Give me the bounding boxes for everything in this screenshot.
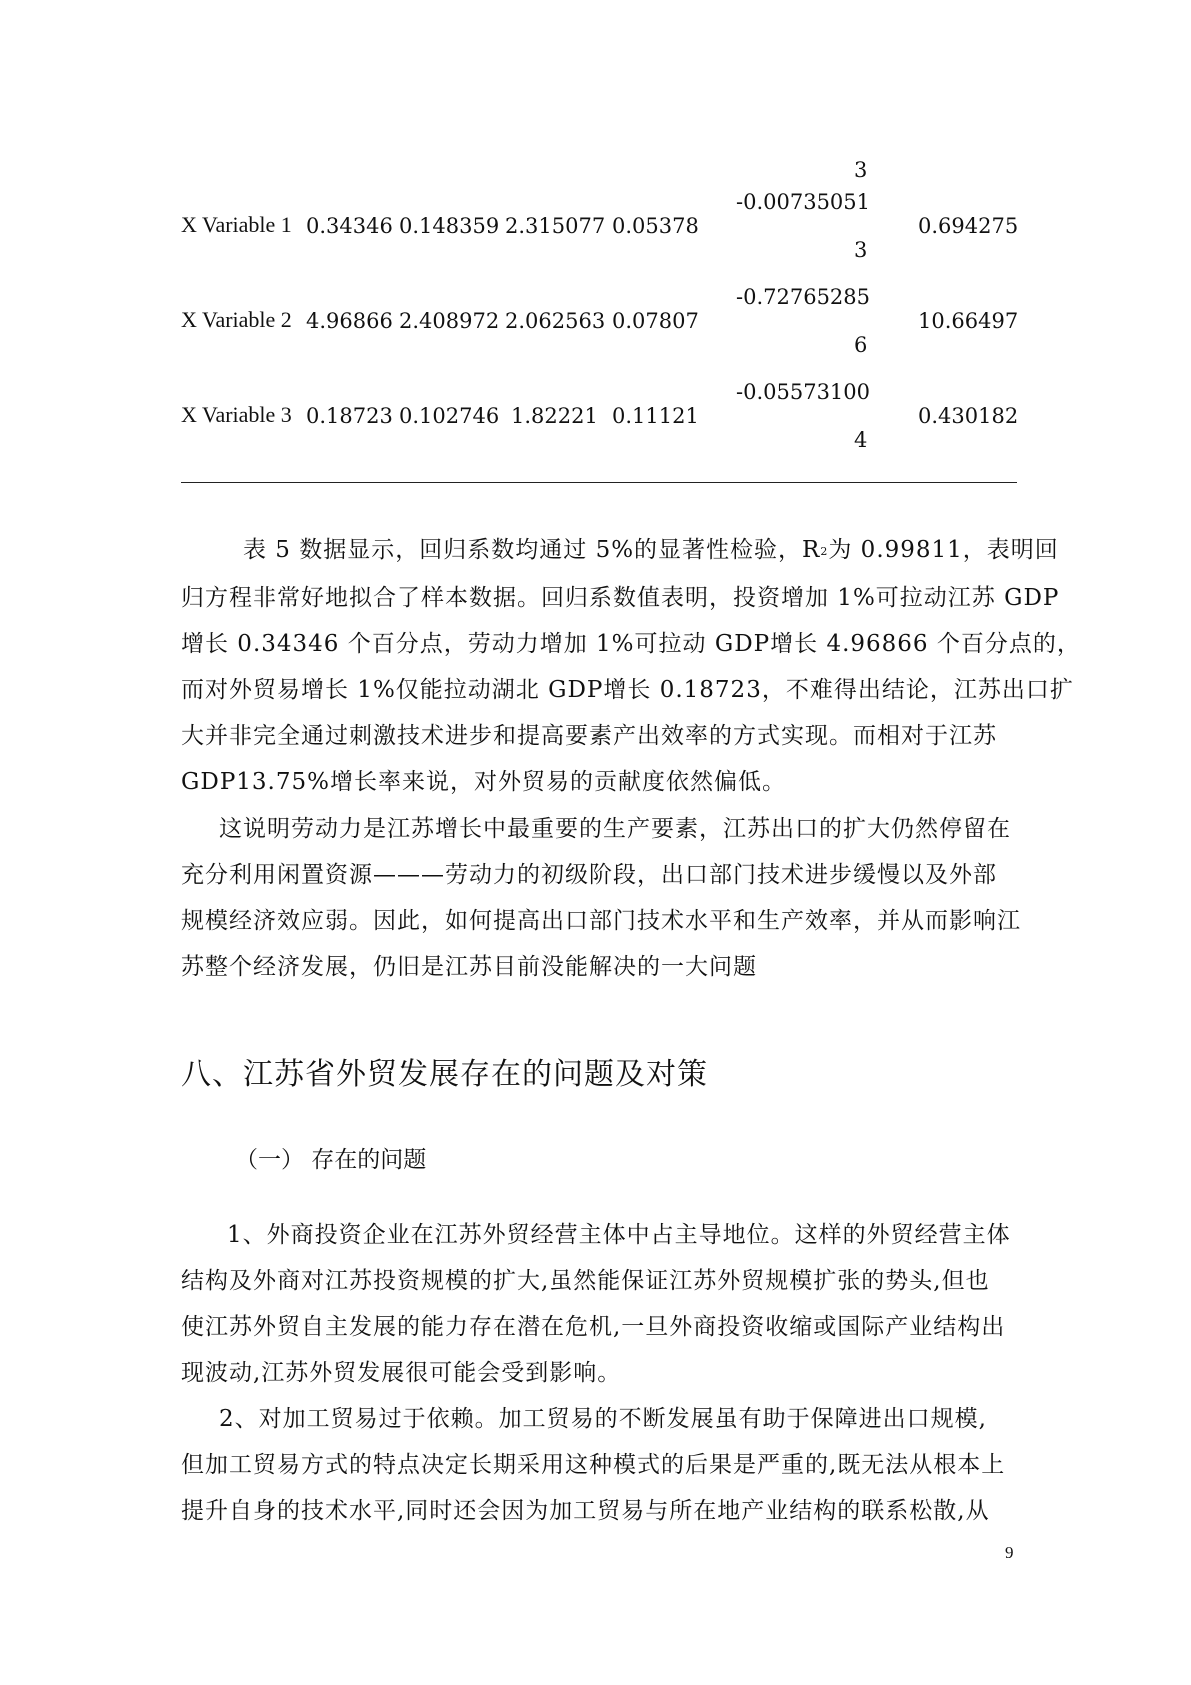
text-line: 大并非完全通过刺激技术进步和提高要素产出效率的方式实现。而相对于江苏 [181,723,997,749]
page-number: 9 [1005,1543,1014,1562]
lower-bound-cell-wrap: 3 [854,238,868,262]
lower-bound-cell: -0.05573100 [736,380,871,404]
lower-bound-cell: -0.00735051 [736,190,871,214]
p-value-cell: 0.11121 [612,404,699,428]
text-line [181,527,1059,575]
text-line: 2、对加工贸易过于依赖。加工贸易的不断发展虽有助于保障进出口规模, [219,1406,987,1432]
std-error-cell: 2.408972 [399,309,500,333]
lower-bound-cell-wrap: 4 [854,428,868,452]
coefficient-cell: 0.34346 [306,214,393,238]
std-error-cell: 0.102746 [399,404,500,428]
t-stat-cell: 2.062563 [505,309,606,333]
table-cell-continuation: 3 [854,158,868,182]
text-line: 而对外贸易增长 1%仅能拉动湖北 GDP增长 0.18723，不难得出结论，江苏出口扩 [181,677,1074,703]
superscript: 2 [820,545,829,558]
text-line: 但加工贸易方式的特点决定长期采用这种模式的后果是严重的,既无法从根本上 [181,1452,1006,1478]
lower-bound-cell: -0.72765285 [736,285,871,309]
text-line: 1、外商投资企业在江苏外贸经营主体中占主导地位。这样的外贸经营主体 [227,1222,1011,1248]
t-stat-cell: 1.82221 [511,404,598,428]
paragraph-issue-2 [181,1396,1017,1534]
coefficient-cell: 0.18723 [306,404,393,428]
text-line: 充分利用闲置资源———劳动力的初级阶段，出口部门技术进步缓慢以及外部 [181,862,997,888]
upper-bound-cell: 10.66497 [918,309,1019,333]
text-line: 苏整个经济发展，仍旧是江苏目前没能解决的一大问题 [181,954,757,980]
section-heading: 八、江苏省外贸发展存在的问题及对策 [181,1057,708,1092]
p-value-cell: 0.07807 [612,309,699,333]
upper-bound-cell: 0.430182 [918,404,1019,428]
text-line: 这说明劳动力是江苏增长中最重要的生产要素，江苏出口的扩大仍然停留在 [219,816,1011,842]
text-segment: 为 0.99811，表明回 [828,537,1059,563]
text-line: 归方程非常好地拟合了样本数据。回归系数值表明，投资增加 1%可拉动江苏 GDP [181,585,1060,611]
row-label: X Variable 3 [181,402,292,427]
paragraph-labor-conclusion [181,806,1021,990]
paragraph-issue-1 [181,1212,1017,1396]
std-error-cell: 0.148359 [399,214,500,238]
text-line: 结构及外商对江苏投资规模的扩大,虽然能保证江苏外贸规模扩张的势头,但也 [181,1268,990,1294]
upper-bound-cell: 0.694275 [918,214,1019,238]
coefficient-cell: 4.96866 [306,309,393,333]
row-label: X Variable 2 [181,307,292,332]
text-line: 使江苏外贸自主发展的能力存在潜在危机,一旦外商投资收缩或国际产业结构出 [181,1314,1006,1340]
text-segment: 表 5 数据显示，回归系数均通过 5%的显著性检验，R [243,537,821,563]
text-line: 现波动,江苏外贸发展很可能会受到影响。 [181,1360,622,1386]
lower-bound-cell-wrap: 6 [854,333,868,357]
row-label: X Variable 1 [181,212,292,237]
table-bottom-rule [181,482,1017,483]
paragraph-regression-summary [181,527,1081,805]
text-line: 提升自身的技术水平,同时还会因为加工贸易与所在地产业结构的联系松散,从 [181,1498,990,1524]
text-line: 增长 0.34346 个百分点，劳动力增加 1%可拉动 GDP增长 4.96866 个百分点的， [181,631,1081,657]
subsection-heading: （一） 存在的问题 [235,1147,427,1173]
text-line: GDP13.75%增长率来说，对外贸易的贡献度依然偏低。 [181,769,786,795]
t-stat-cell: 2.315077 [505,214,606,238]
p-value-cell: 0.05378 [612,214,699,238]
text-line: 规模经济效应弱。因此，如何提高出口部门技术水平和生产效率，并从而影响江 [181,908,1021,934]
